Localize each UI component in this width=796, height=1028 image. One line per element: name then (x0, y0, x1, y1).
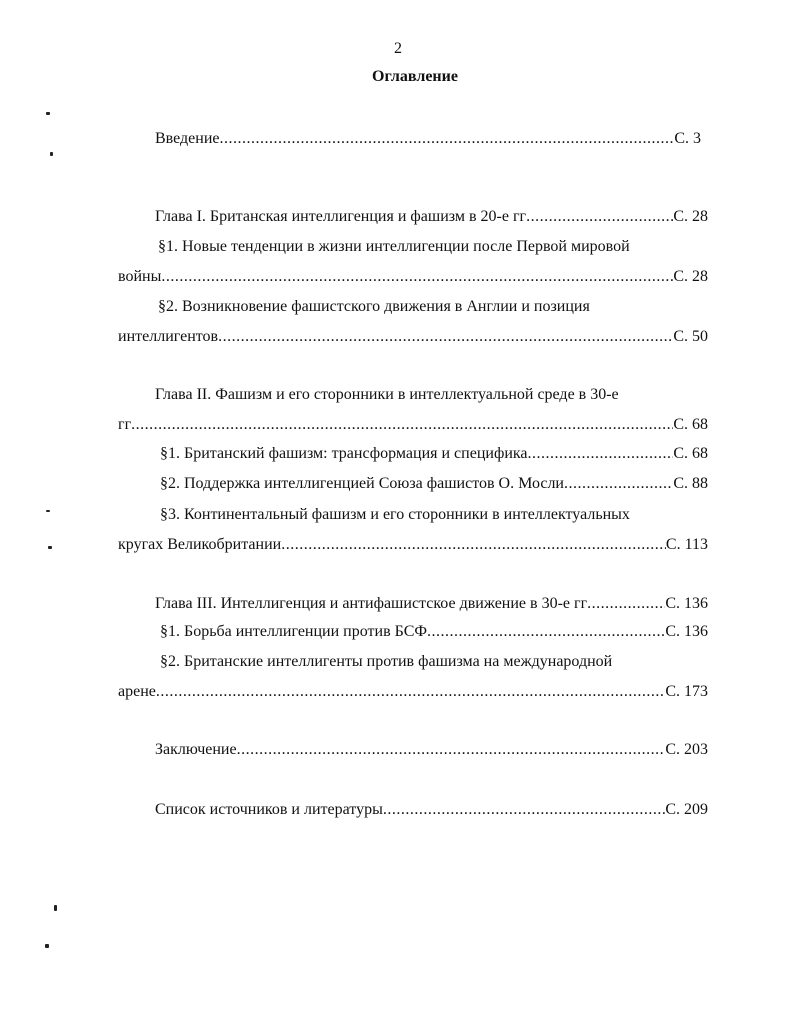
dot-leader (564, 474, 673, 494)
toc-entry-text: арене (118, 683, 156, 700)
toc-entry-text: кругах Великобритании (118, 536, 282, 553)
toc-entry-page: С. 136 (665, 623, 708, 640)
toc-entry-ch3-s2 (118, 682, 708, 702)
page-number: 2 (394, 40, 402, 57)
toc-entry-page: С. 113 (665, 536, 708, 553)
toc-entry-ch2-s1 (160, 444, 708, 464)
toc-entry-ch1-s1 (118, 267, 708, 287)
toc-entry-ch1-s2 (118, 327, 708, 347)
toc-entry-ch2-s2 (160, 474, 708, 494)
dot-leader (281, 535, 666, 555)
toc-entry-ch2-s3-line1: §3. Континентальный фашизм и его сторонники в интеллектуальных (160, 506, 630, 523)
toc-entry-intro (155, 129, 701, 149)
dot-leader (218, 327, 673, 347)
toc-entry-page: С. 203 (665, 741, 708, 758)
scan-speck (50, 152, 53, 156)
toc-entry-page: С. 209 (665, 801, 708, 818)
scan-speck (46, 112, 50, 115)
dot-leader (156, 682, 665, 702)
toc-entry-text: интеллигентов (118, 328, 219, 345)
toc-entry-text: гг (118, 416, 132, 433)
toc-entry-text: §1. Британский фашизм: трансформация и специфика (160, 445, 528, 462)
toc-entry-page: С. 28 (673, 268, 708, 285)
toc-entry-text: §1. Борьба интеллигенции против БСФ (160, 623, 428, 640)
toc-entry-text: Заключение (155, 741, 237, 758)
dot-leader (237, 740, 666, 760)
toc-entry-text: Глава I. Британская интеллигенция и фашизм в 20-е гг (155, 208, 527, 225)
toc-entry-chapter-2 (118, 415, 708, 435)
dot-leader (161, 267, 673, 287)
toc-entry-ch2-s3 (118, 535, 708, 555)
toc-entry-ch3-s1 (160, 622, 708, 642)
toc-entry-page: С. 28 (673, 208, 708, 225)
toc-entry-text: §2. Поддержка интеллигенцией Союза фашистов О. Мосли (160, 475, 564, 492)
scan-speck (54, 905, 57, 911)
toc-entry-page: С. 50 (673, 328, 708, 345)
dot-leader (220, 129, 675, 149)
dot-leader (587, 594, 665, 614)
scan-speck (45, 944, 49, 948)
scan-speck (48, 546, 52, 549)
toc-entry-text: Введение (155, 130, 220, 147)
toc-entry-chapter-3 (155, 594, 708, 614)
toc-entry-page: С. 136 (665, 595, 708, 612)
toc-entry-ch3-s2-line1: §2. Британские интеллигенты против фашизма на международной (160, 653, 613, 670)
dot-leader (131, 415, 673, 435)
dot-leader (528, 444, 674, 464)
toc-entry-page: С. 88 (673, 475, 708, 492)
toc-entry-page: С. 173 (665, 683, 708, 700)
toc-entry-page: С. 68 (673, 416, 708, 433)
toc-entry-ch2-line1: Глава II. Фашизм и его сторонники в интеллектуальной среде в 30-е (155, 386, 619, 403)
toc-entry-page: С. 68 (673, 445, 708, 462)
toc-entry-page: С. 3 (674, 130, 701, 147)
toc-entry-text: Глава III. Интеллигенция и антифашистское движение в 30-е гг (155, 595, 588, 612)
dot-leader (383, 800, 666, 820)
toc-entry-ch1-s2-line1: §2. Возникновение фашистского движения в Англии и позиция (158, 298, 590, 315)
toc-entry-text: войны (118, 268, 162, 285)
toc-entry-conclusion (155, 740, 708, 760)
dot-leader (526, 207, 673, 227)
toc-title: Оглавление (372, 68, 458, 85)
scan-speck (46, 510, 50, 512)
toc-entry-chapter-1 (155, 207, 708, 227)
toc-entry-text: Список источников и литературы (155, 801, 383, 818)
dot-leader (427, 622, 665, 642)
toc-entry-ch1-s1-line1: §1. Новые тенденции в жизни интеллигенции после Первой мировой (158, 238, 630, 255)
toc-entry-sources (155, 800, 708, 820)
